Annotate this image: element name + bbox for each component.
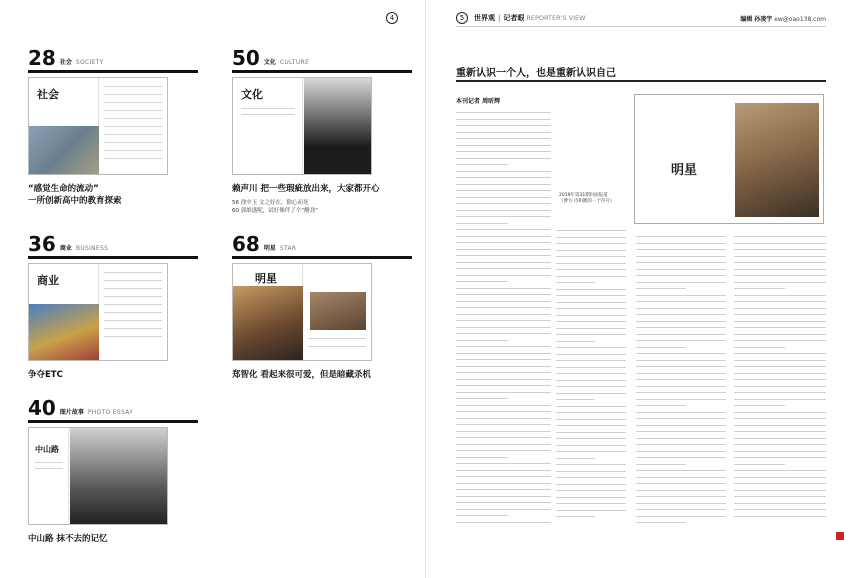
text-line: [556, 477, 626, 478]
section-thumbnail[interactable]: [28, 427, 168, 525]
text-line: [556, 380, 626, 381]
text-line: [456, 268, 551, 269]
text-line: [456, 249, 551, 250]
text-line: [734, 314, 826, 315]
text-line: [456, 281, 508, 282]
text-line: [556, 302, 626, 303]
article-title-rule: [456, 80, 826, 82]
text-line: [456, 242, 551, 243]
text-line: [556, 406, 626, 407]
text-line: [456, 203, 551, 204]
text-line: [636, 295, 726, 296]
text-line: [636, 503, 726, 504]
text-line: [636, 269, 726, 270]
text-line: [636, 275, 726, 276]
caption-line: 一所创新高中的教育探索: [28, 196, 122, 206]
text-line: [636, 353, 726, 354]
text-line: [456, 151, 551, 152]
text-line: [456, 132, 551, 133]
text-line: [636, 314, 726, 315]
text-line: [456, 366, 551, 367]
text-line: [636, 464, 686, 465]
text-line: [556, 399, 595, 400]
section-rule: [232, 70, 412, 73]
text-line: [636, 308, 726, 309]
text-line: [456, 223, 508, 224]
text-line: [556, 334, 626, 335]
text-line: [636, 451, 726, 452]
text-line: [734, 295, 826, 296]
text-line: [456, 216, 551, 217]
thumbnail-title: 文化: [241, 88, 263, 101]
text-line: [556, 282, 595, 283]
text-line: [556, 373, 626, 374]
editor-label: 编辑: [740, 15, 753, 23]
text-line: [734, 334, 826, 335]
text-line: [734, 425, 826, 426]
caption-line: 中山路 抹不去的记忆: [28, 534, 108, 544]
section-caption[interactable]: [232, 369, 412, 381]
text-line: [456, 463, 551, 464]
text-line: [636, 347, 686, 348]
text-line: [556, 438, 626, 439]
text-line: [734, 392, 826, 393]
text-line: [556, 432, 626, 433]
article-column-3: [636, 236, 726, 529]
text-line: [456, 327, 551, 328]
section-society[interactable]: [28, 46, 198, 207]
text-line: [734, 379, 826, 380]
section-culture[interactable]: [232, 46, 412, 215]
section-label-en: SOCIETY: [75, 59, 104, 66]
section-rule: [28, 420, 198, 423]
text-line: [556, 276, 626, 277]
text-line: [636, 256, 726, 257]
section-label: 社会: [59, 59, 72, 66]
text-line: [556, 393, 626, 394]
text-line: [456, 392, 551, 393]
text-line: [456, 437, 551, 438]
text-line: [456, 450, 551, 451]
header-separator: |: [498, 14, 501, 22]
text-line: [636, 334, 726, 335]
text-line: [456, 320, 551, 321]
editor-name: 孙凌宇: [754, 15, 773, 23]
text-line: [456, 301, 551, 302]
caption-line: 争夺ETC: [28, 370, 63, 380]
text-line: [456, 483, 551, 484]
caption-line: 郑智化 看起来很可爱，但是暗藏杀机: [232, 370, 371, 380]
section-caption[interactable]: [28, 369, 198, 381]
text-line: [456, 385, 551, 386]
section-thumbnail[interactable]: [232, 263, 372, 361]
text-line: [734, 451, 826, 452]
text-line: [636, 425, 726, 426]
text-line: [734, 412, 826, 413]
text-line: [556, 256, 626, 257]
text-line: [456, 294, 551, 295]
section-label-en: STAR: [279, 245, 297, 252]
section-header: [232, 232, 412, 254]
section-page-number: 36: [28, 232, 56, 256]
text-line: [734, 483, 826, 484]
text-line: [734, 249, 826, 250]
text-line: [556, 484, 626, 485]
section-label-en: CULTURE: [279, 59, 310, 66]
text-line: [456, 359, 551, 360]
text-line: [456, 190, 551, 191]
text-line: [556, 230, 626, 231]
text-line: [734, 353, 826, 354]
text-line: [734, 516, 826, 517]
text-line: [636, 418, 726, 419]
text-line: [636, 379, 726, 380]
text-line: [556, 464, 626, 465]
text-line: [556, 263, 626, 264]
section-thumbnail[interactable]: [28, 77, 168, 175]
section-star[interactable]: [232, 232, 412, 381]
end-mark-icon: [836, 532, 844, 540]
text-line: [556, 490, 626, 491]
section-business[interactable]: [28, 232, 198, 381]
text-line: [636, 360, 726, 361]
text-line: [734, 366, 826, 367]
section-sub-items: [232, 199, 412, 215]
text-line: [456, 125, 551, 126]
text-line: [456, 418, 551, 419]
text-line: [734, 288, 785, 289]
text-line: [734, 360, 826, 361]
text-line: [556, 497, 626, 498]
article-column-2: [556, 230, 626, 523]
text-line: [456, 197, 551, 198]
text-line: [556, 451, 626, 452]
section-label-en: BUSINESS: [75, 245, 109, 252]
text-line: [456, 333, 551, 334]
text-line: [456, 424, 551, 425]
text-line: [636, 243, 726, 244]
text-line: [556, 315, 626, 316]
text-line: [556, 289, 626, 290]
section-rule: [28, 70, 198, 73]
text-line: [734, 431, 826, 432]
text-line: [734, 496, 826, 497]
text-line: [456, 372, 551, 373]
text-line: [636, 412, 726, 413]
section-thumbnail[interactable]: [232, 77, 372, 175]
article-title: 重新认识一个人，也是重新认识自己: [456, 68, 616, 79]
text-line: [636, 321, 726, 322]
header-rule: [456, 26, 826, 27]
text-line: [734, 321, 826, 322]
text-line: [636, 282, 726, 283]
section-page-number: 28: [28, 46, 56, 70]
text-line: [636, 431, 726, 432]
section-label: 商业: [59, 245, 72, 252]
text-line: [556, 269, 626, 270]
section-header: [28, 396, 198, 418]
text-line: [456, 457, 508, 458]
running-header: [456, 12, 826, 24]
section-caption[interactable]: [232, 183, 412, 195]
right-page: [425, 0, 850, 578]
text-line: [734, 347, 785, 348]
section-label: 图片故事: [59, 409, 84, 416]
text-line: [456, 398, 508, 399]
text-line: [456, 158, 551, 159]
text-line: [456, 405, 551, 406]
page-number-left: 4: [386, 12, 398, 24]
text-line: [636, 327, 726, 328]
section-caption[interactable]: [28, 533, 198, 545]
text-line: [636, 405, 686, 406]
text-line: [734, 464, 785, 465]
section-label-en: PHOTO ESSAY: [87, 409, 134, 416]
text-line: [456, 171, 551, 172]
text-line: [734, 340, 826, 341]
text-line: [636, 366, 726, 367]
text-line: [734, 477, 826, 478]
text-line: [456, 145, 551, 146]
text-line: [636, 496, 726, 497]
text-line: [734, 509, 826, 510]
text-line: [456, 515, 508, 516]
text-line: [734, 418, 826, 419]
text-line: [456, 444, 551, 445]
text-line: [556, 243, 626, 244]
section-page-number: 68: [232, 232, 260, 256]
text-line: [636, 516, 726, 517]
text-line: [734, 470, 826, 471]
article-column-1: [456, 112, 551, 528]
text-line: [556, 367, 626, 368]
text-line: [456, 288, 551, 289]
text-line: [734, 503, 826, 504]
text-line: [556, 237, 626, 238]
text-line: [456, 210, 551, 211]
sub-item[interactable]: 56 徐中玉 文之好在，除心而死: [232, 200, 309, 206]
text-line: [734, 444, 826, 445]
text-line: [734, 269, 826, 270]
section-rule: [28, 256, 198, 259]
section-header: [28, 46, 198, 68]
thumbnail-title: 中山路: [35, 445, 59, 454]
text-line: [556, 386, 626, 387]
text-line: [636, 301, 726, 302]
text-line: [556, 458, 595, 459]
text-line: [456, 502, 551, 503]
photo-caption: [559, 193, 629, 205]
section-label: 明星: [263, 245, 276, 252]
text-line: [556, 250, 626, 251]
section-label: 文化: [263, 59, 276, 66]
text-line: [636, 470, 726, 471]
text-line: [456, 177, 551, 178]
text-line: [456, 184, 551, 185]
editor-credit: [740, 14, 826, 23]
text-line: [734, 256, 826, 257]
text-line: [456, 489, 551, 490]
cover-story-image[interactable]: [634, 94, 824, 224]
sub-item[interactable]: 60 郭维盛呢，试好像伴了个“醋劲”: [232, 208, 318, 214]
text-line: [456, 470, 551, 471]
caption-line: 赖声川 把一些瑕疵放出来，大家都开心: [232, 184, 380, 194]
page-number-right: 5: [456, 12, 468, 24]
article-column-4: [734, 236, 826, 522]
text-line: [636, 399, 726, 400]
text-line: [456, 379, 551, 380]
text-line: [636, 392, 726, 393]
column-title-en: REPORTER'S VIEW: [526, 14, 586, 22]
text-line: [556, 419, 626, 420]
text-line: [456, 353, 551, 354]
text-line: [636, 262, 726, 263]
thumbnail-title: 商业: [37, 274, 59, 287]
caption-line: 《曹方 诗和她的一个符号》: [559, 199, 615, 204]
text-line: [734, 282, 826, 283]
cover-image-title: 明星: [671, 163, 698, 178]
text-line: [456, 236, 551, 237]
text-line: [636, 249, 726, 250]
thumbnail-title: 社会: [37, 88, 59, 101]
text-line: [556, 308, 626, 309]
section-header: [232, 46, 412, 68]
text-line: [734, 490, 826, 491]
section-page-number: 50: [232, 46, 260, 70]
text-line: [636, 457, 726, 458]
caption-line: “感觉生命的流动”: [28, 184, 99, 194]
text-line: [456, 496, 551, 497]
text-line: [456, 522, 551, 523]
text-line: [556, 510, 626, 511]
text-line: [456, 112, 551, 113]
section-thumbnail[interactable]: [28, 263, 168, 361]
text-line: [456, 119, 551, 120]
text-line: [636, 288, 686, 289]
caption-line: 2019年第31期封面报道: [559, 193, 608, 198]
section-page-number: 40: [28, 396, 56, 420]
text-line: [556, 425, 626, 426]
text-line: [456, 262, 551, 263]
text-line: [734, 301, 826, 302]
text-line: [456, 411, 551, 412]
text-line: [734, 327, 826, 328]
section-photo-essay[interactable]: [28, 396, 198, 545]
text-line: [734, 457, 826, 458]
article-byline: 本刊记者 周昕辉: [456, 98, 501, 105]
text-line: [556, 321, 626, 322]
text-line: [636, 477, 726, 478]
text-line: [556, 328, 626, 329]
text-line: [456, 275, 551, 276]
text-line: [734, 262, 826, 263]
text-line: [636, 483, 726, 484]
text-line: [556, 516, 595, 517]
text-line: [556, 347, 626, 348]
text-line: [734, 386, 826, 387]
section-caption[interactable]: [28, 183, 198, 207]
text-line: [636, 438, 726, 439]
text-line: [456, 476, 551, 477]
text-line: [456, 314, 551, 315]
section-rule: [232, 256, 412, 259]
text-line: [636, 490, 726, 491]
text-line: [734, 373, 826, 374]
text-line: [456, 509, 551, 510]
text-line: [556, 295, 626, 296]
text-line: [456, 255, 551, 256]
brand-title: 世界观: [474, 14, 495, 22]
cover-photo: [735, 103, 819, 217]
text-line: [734, 438, 826, 439]
text-line: [456, 346, 551, 347]
text-line: [636, 236, 726, 237]
text-line: [556, 471, 626, 472]
column-title: 记者眼: [503, 14, 525, 22]
text-line: [556, 412, 626, 413]
text-line: [456, 431, 551, 432]
text-line: [636, 386, 726, 387]
text-line: [636, 509, 726, 510]
text-line: [734, 275, 826, 276]
text-line: [636, 373, 726, 374]
text-line: [556, 445, 626, 446]
thumbnail-title: 明星: [255, 272, 277, 285]
text-line: [456, 307, 551, 308]
text-line: [734, 243, 826, 244]
text-line: [734, 405, 785, 406]
text-line: [456, 164, 508, 165]
text-line: [636, 522, 686, 523]
editor-email[interactable]: ew@oao138.com: [774, 15, 826, 23]
text-line: [636, 444, 726, 445]
text-line: [556, 354, 626, 355]
text-line: [456, 340, 508, 341]
section-header: [28, 232, 198, 254]
text-line: [456, 138, 551, 139]
text-line: [734, 399, 826, 400]
text-line: [734, 308, 826, 309]
text-line: [734, 236, 826, 237]
text-line: [556, 341, 595, 342]
text-line: [556, 360, 626, 361]
text-line: [556, 503, 626, 504]
text-line: [456, 229, 551, 230]
text-line: [636, 340, 726, 341]
